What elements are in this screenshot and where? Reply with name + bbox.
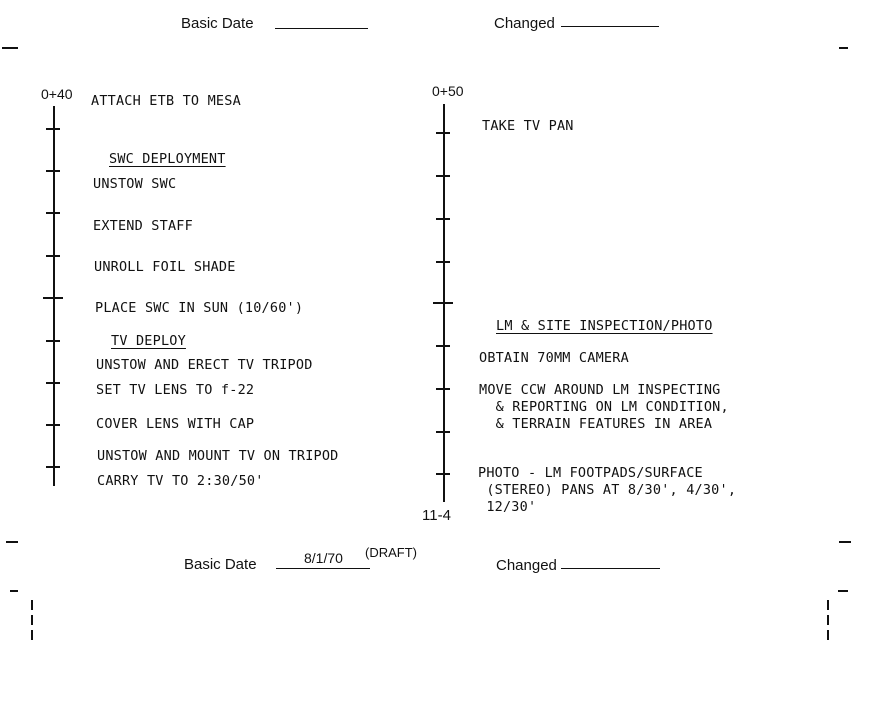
left-heading-swc-deployment: SWC DEPLOYMENT — [109, 151, 226, 167]
left-timeline-tick — [46, 466, 60, 468]
footer-draft-note: (DRAFT) — [365, 545, 417, 560]
page-number: 11-4 — [422, 507, 451, 524]
left-entry-place-swc: PLACE SWC IN SUN (10/60') — [95, 300, 304, 316]
crop-mark-bottom-left-v2 — [31, 615, 33, 625]
left-entry-mount-tv: UNSTOW AND MOUNT TV ON TRIPOD — [97, 448, 339, 464]
crop-mark-mid-left — [6, 541, 18, 543]
right-timeline-tick-major — [433, 302, 453, 304]
header-changed-blank — [561, 26, 659, 27]
left-timeline-tick — [46, 212, 60, 214]
left-entry-extend-staff: EXTEND STAFF — [93, 218, 193, 234]
left-timeline-tick-major — [43, 297, 63, 299]
right-entry-move-ccw-block — [479, 382, 729, 433]
crop-mark-mid-right — [839, 541, 851, 543]
footer-changed-blank — [561, 568, 660, 569]
left-entry-set-tv-lens: SET TV LENS TO f-22 — [96, 382, 255, 398]
left-entry-attach-etb: ATTACH ETB TO MESA — [91, 93, 241, 109]
right-heading-lm-site-inspection: LM & SITE INSPECTION/PHOTO — [496, 318, 713, 334]
right-timeline-tick — [436, 261, 450, 263]
crop-mark-bottom-right-h — [838, 590, 848, 592]
right-entry-take-tv-pan: TAKE TV PAN — [482, 118, 574, 134]
crop-mark-bottom-left-v1 — [31, 600, 33, 610]
left-entry-unstow-swc: UNSTOW SWC — [93, 176, 177, 192]
right-timeline-tick — [436, 218, 450, 220]
left-timeline-tick — [46, 340, 60, 342]
footer-basic-date-value: 8/1/70 — [304, 550, 343, 566]
right-timeline-tick — [436, 388, 450, 390]
footer-basic-date-label: Basic Date — [184, 556, 257, 573]
right-entry-move-ccw-line1: MOVE CCW AROUND LM INSPECTING — [479, 382, 721, 398]
left-entry-carry-tv: CARRY TV TO 2:30/50' — [97, 473, 264, 489]
left-entry-unroll-foil-shade: UNROLL FOIL SHADE — [94, 259, 236, 275]
left-timeline-tick — [46, 424, 60, 426]
right-timeline-tick — [436, 175, 450, 177]
footer-changed-label: Changed — [496, 557, 557, 574]
right-timeline-tick — [436, 431, 450, 433]
crop-mark-bottom-left-v3 — [31, 630, 33, 640]
left-timeline-tick — [46, 255, 60, 257]
left-entry-unstow-erect-tripod: UNSTOW AND ERECT TV TRIPOD — [96, 357, 313, 373]
left-timeline-tick — [46, 170, 60, 172]
crop-mark-bottom-left-h — [10, 590, 18, 592]
left-timeline-axis — [53, 106, 55, 486]
crop-mark-top-right — [839, 47, 848, 49]
left-timeline-tick — [46, 128, 60, 130]
left-entry-cover-lens: COVER LENS WITH CAP — [96, 416, 255, 432]
left-start-time: 0+40 — [41, 86, 73, 102]
right-entry-photo-line2: (STEREO) PANS AT 8/30', 4/30', — [478, 482, 737, 498]
crop-mark-bottom-right-v1 — [827, 600, 829, 610]
header-basic-date-blank — [275, 28, 368, 29]
left-heading-tv-deploy: TV DEPLOY — [111, 333, 186, 349]
right-start-time: 0+50 — [432, 83, 464, 99]
header-changed-label: Changed — [494, 15, 555, 32]
right-timeline-tick — [436, 132, 450, 134]
crop-mark-bottom-right-v2 — [827, 615, 829, 625]
crop-mark-top-left — [2, 47, 18, 49]
crop-mark-bottom-right-v3 — [827, 630, 829, 640]
right-entry-move-ccw-line2: & REPORTING ON LM CONDITION, — [479, 399, 729, 415]
header-basic-date-label: Basic Date — [181, 15, 254, 32]
right-entry-photo-line1: PHOTO - LM FOOTPADS/SURFACE — [478, 465, 703, 481]
right-entry-move-ccw-line3: & TERRAIN FEATURES IN AREA — [479, 416, 713, 432]
left-timeline-tick — [46, 382, 60, 384]
right-entry-photo-block — [478, 465, 736, 516]
right-timeline-tick — [436, 473, 450, 475]
right-timeline-tick — [436, 345, 450, 347]
right-entry-obtain-camera: OBTAIN 70MM CAMERA — [479, 350, 629, 366]
right-entry-photo-line3: 12/30' — [478, 499, 537, 515]
footer-basic-date-line — [276, 568, 370, 569]
